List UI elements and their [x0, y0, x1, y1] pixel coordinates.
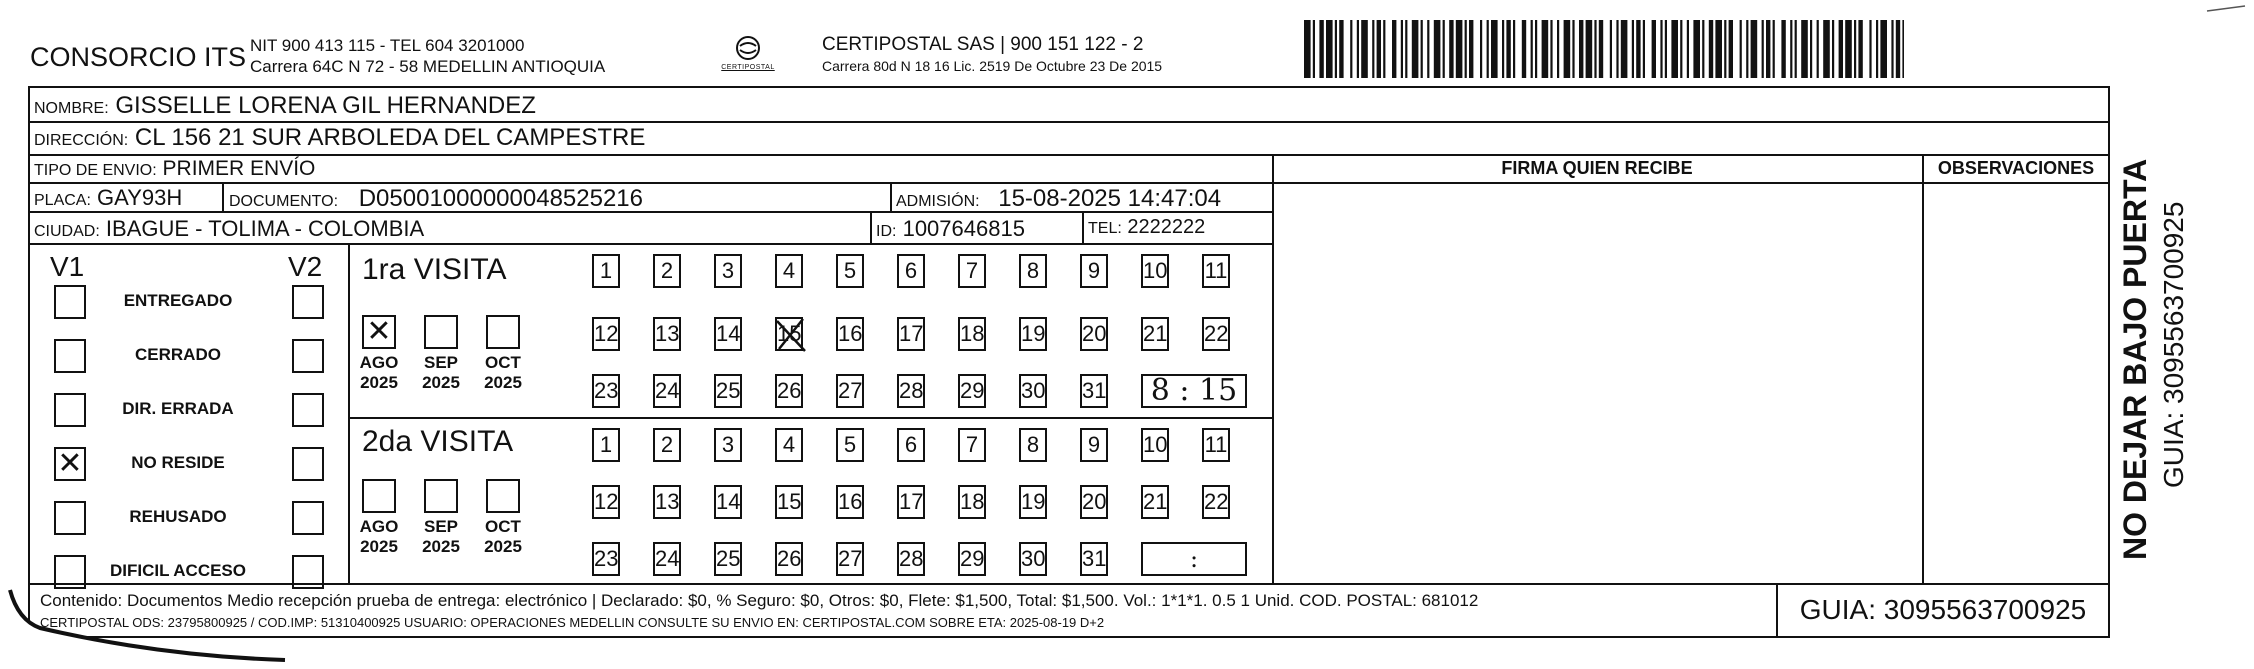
document-value: D05001000000048525216	[358, 185, 644, 212]
city-field	[34, 216, 424, 242]
day-box[interactable]: 8	[1019, 428, 1047, 462]
month-year: 2025	[360, 373, 398, 392]
status-label: NO RESIDE	[131, 453, 225, 472]
day-box[interactable]: 19	[1019, 485, 1047, 519]
company-name: CONSORCIO ITS	[30, 42, 247, 72]
day-box[interactable]: 23	[592, 374, 620, 408]
day-box[interactable]: 10	[1141, 428, 1169, 462]
status-row	[28, 447, 348, 487]
day-box[interactable]: 1	[592, 254, 620, 288]
courier-name: CERTIPOSTAL SAS | 900 151 122 - 2	[822, 34, 1144, 55]
side-guide: GUIA: 3095563700925	[2158, 201, 2189, 488]
day-box[interactable]: 9	[1080, 428, 1108, 462]
address-row	[34, 124, 645, 152]
visit2-section	[348, 417, 1272, 583]
day-box[interactable]: 30	[1019, 374, 1047, 408]
torn-edge	[0, 570, 300, 664]
day-box[interactable]: 13	[653, 485, 681, 519]
document-label: DOCUMENTO:	[229, 193, 339, 210]
day-box[interactable]: 10	[1141, 254, 1169, 288]
plate-label: PLACA:	[34, 192, 91, 209]
visit2-title: 2da VISITA	[362, 425, 514, 458]
visit1-section	[348, 243, 1272, 417]
day-box[interactable]: 19	[1019, 317, 1047, 351]
day-box[interactable]: 14	[714, 317, 742, 351]
courier-address: Carrera 80d N 18 16 Lic. 2519 De Octubre 23 De 2015	[822, 58, 1163, 74]
day-box[interactable]: 13	[653, 317, 681, 351]
recipient-address: CL 156 21 SUR ARBOLEDA DEL CAMPESTRE	[134, 124, 646, 151]
signature-header: FIRMA QUIEN RECIBE	[1501, 158, 1693, 178]
document-field	[229, 185, 643, 213]
day-box[interactable]: 30	[1019, 542, 1047, 576]
footer-guide: GUIA: 3095563700925	[1799, 594, 2087, 625]
day-box[interactable]: 29	[958, 542, 986, 576]
month-year: 2025	[422, 537, 460, 556]
day-box[interactable]: 18	[958, 485, 986, 519]
tel-field	[1088, 216, 1205, 239]
day-box[interactable]: 3	[714, 254, 742, 288]
v2-label: V2	[288, 251, 323, 282]
plate-field	[34, 185, 182, 211]
v2-checkbox[interactable]	[292, 285, 324, 319]
status-row	[28, 393, 348, 433]
company-address: Carrera 64C N 72 - 58 MEDELLIN ANTIOQUIA	[250, 57, 606, 76]
day-box[interactable]: 27	[836, 542, 864, 576]
day-box[interactable]: 8	[1019, 254, 1047, 288]
day-box[interactable]: 31	[1080, 374, 1108, 408]
v1-checkbox[interactable]	[54, 339, 86, 373]
day-box[interactable]: 9	[1080, 254, 1108, 288]
day-box[interactable]: 21	[1141, 317, 1169, 351]
day-box[interactable]: 6	[897, 428, 925, 462]
month-checkbox[interactable]	[424, 315, 458, 349]
day-box[interactable]: 31	[1080, 542, 1108, 576]
tel-label: TEL:	[1088, 220, 1122, 237]
day-mark	[773, 315, 809, 355]
day-box[interactable]: 28	[897, 374, 925, 408]
day-box[interactable]: 3	[714, 428, 742, 462]
footer-line-1: Contenido: Documentos Medio recepción prueba de entrega: electrónico | Declarado: $0, % Seguro: $0, Otros: $0, Flete: $1,500, Total: $1,500. Vol.: 1*1*1. 0.5 1 Unid. COD. POSTAL: 681012	[40, 591, 1479, 610]
side-warning: NO DEJAR BAJO PUERTA	[2117, 158, 2153, 560]
month-label: SEP	[423, 353, 459, 372]
day-box[interactable]: 20	[1080, 317, 1108, 351]
month-year: 2025	[484, 373, 522, 392]
v1-checkbox[interactable]	[54, 393, 86, 427]
day-box[interactable]: 24	[653, 374, 681, 408]
name-label: NOMBRE:	[34, 100, 109, 117]
day-box[interactable]: 27	[836, 374, 864, 408]
v2-checkbox[interactable]	[292, 447, 324, 481]
day-box[interactable]: 15	[775, 485, 803, 519]
observations-header: OBSERVACIONES	[1937, 158, 2095, 178]
day-box[interactable]: 24	[653, 542, 681, 576]
day-box[interactable]: 4	[775, 428, 803, 462]
day-box[interactable]: 17	[897, 317, 925, 351]
day-box[interactable]: 11	[1202, 428, 1230, 462]
header	[0, 0, 2254, 88]
month-label: OCT	[485, 517, 521, 536]
certipostal-logo	[718, 34, 778, 80]
v2-checkbox[interactable]	[292, 393, 324, 427]
status-label: CERRADO	[135, 345, 221, 364]
day-box[interactable]: 4	[775, 254, 803, 288]
admission-field	[896, 185, 1221, 213]
day-box[interactable]: 16	[836, 485, 864, 519]
day-box[interactable]: 2	[653, 254, 681, 288]
name-row	[34, 92, 536, 120]
month-label: AGO	[359, 353, 399, 372]
recipient-name: GISSELLE LORENA GIL HERNANDEZ	[115, 92, 536, 119]
day-box[interactable]: 18	[958, 317, 986, 351]
month-year: 2025	[484, 537, 522, 556]
send-type: PRIMER ENVÍO	[162, 157, 316, 180]
barcode	[1304, 20, 1904, 78]
admission-label: ADMISIÓN:	[896, 193, 980, 210]
status-label: REHUSADO	[129, 507, 227, 526]
v1-checkbox[interactable]: ✕	[54, 447, 86, 481]
city-value: IBAGUE - TOLIMA - COLOMBIA	[105, 216, 425, 241]
status-section	[28, 243, 348, 583]
month-checkbox[interactable]	[424, 479, 458, 513]
day-box[interactable]: 7	[958, 254, 986, 288]
day-box[interactable]: 21	[1141, 485, 1169, 519]
day-box[interactable]: 17	[897, 485, 925, 519]
day-box[interactable]: 26	[775, 542, 803, 576]
status-row	[28, 339, 348, 379]
day-box[interactable]: 7	[958, 428, 986, 462]
month-year: 2025	[360, 537, 398, 556]
id-value: 1007646815	[902, 216, 1025, 241]
month-checkbox[interactable]	[486, 479, 520, 513]
v1-checkbox[interactable]	[54, 285, 86, 319]
day-box[interactable]: 22	[1202, 485, 1230, 519]
city-label: CIUDAD:	[34, 223, 100, 240]
logo-text: CERTIPOSTAL	[721, 64, 775, 71]
month-checkbox[interactable]	[486, 315, 520, 349]
day-box[interactable]: 5	[836, 428, 864, 462]
month-checkbox[interactable]: ✕	[362, 315, 396, 349]
id-label: ID:	[876, 223, 897, 240]
day-box[interactable]: 29	[958, 374, 986, 408]
day-box[interactable]: 25	[714, 374, 742, 408]
v2-checkbox[interactable]	[292, 339, 324, 373]
day-box[interactable]: 16	[836, 317, 864, 351]
send-type-label: TIPO DE ENVIO:	[34, 162, 157, 179]
plate-value: GAY93H	[97, 185, 183, 210]
admission-value: 15-08-2025 14:47:04	[998, 185, 1222, 212]
status-row	[28, 285, 348, 325]
day-box[interactable]: 6	[897, 254, 925, 288]
day-box[interactable]: 11	[1202, 254, 1230, 288]
day-box[interactable]: 5	[836, 254, 864, 288]
day-box[interactable]: 23	[592, 542, 620, 576]
day-box[interactable]: 12	[592, 485, 620, 519]
tel-value: 2222222	[1127, 216, 1206, 238]
v1-checkbox[interactable]	[54, 501, 86, 535]
status-row	[28, 501, 348, 541]
company-nit: NIT 900 413 115 - TEL 604 3201000	[250, 36, 525, 55]
day-box[interactable]: 22	[1202, 317, 1230, 351]
day-box[interactable]: 2	[653, 428, 681, 462]
v2-checkbox[interactable]	[292, 501, 324, 535]
month-label: AGO	[359, 517, 399, 536]
day-box[interactable]: 14	[714, 485, 742, 519]
footer-line-2: CERTIPOSTAL ODS: 23795800925 / COD.IMP: 51310400925 USUARIO: OPERACIONES MEDELLIN CONSULTE SU ENVIO EN: CERTIPOSTAL.COM SOBRE ETA: 2025-08-19 D+2	[40, 615, 1105, 630]
status-label: DIFICIL ACCESO	[109, 561, 246, 580]
v1-label: V1	[50, 251, 85, 282]
id-field	[876, 216, 1025, 242]
month-checkbox[interactable]	[362, 479, 396, 513]
corner-mark	[2205, 0, 2254, 10]
day-box[interactable]: 1	[592, 428, 620, 462]
month-label: OCT	[485, 353, 521, 372]
month-label: SEP	[423, 517, 459, 536]
visit1-title: 1ra VISITA	[362, 253, 507, 286]
send-type-row	[34, 157, 315, 181]
status-label: DIR. ERRADA	[122, 399, 234, 418]
day-box[interactable]: 26	[775, 374, 803, 408]
day-box[interactable]: 15	[775, 317, 803, 351]
visit-time-field[interactable]: 8 : 15	[1141, 374, 1247, 408]
address-label: DIRECCIÓN:	[34, 132, 129, 149]
day-box[interactable]: 25	[714, 542, 742, 576]
day-box[interactable]: 12	[592, 317, 620, 351]
day-box[interactable]: 20	[1080, 485, 1108, 519]
visit-time-field[interactable]: :	[1141, 542, 1247, 576]
day-box[interactable]: 28	[897, 542, 925, 576]
month-year: 2025	[422, 373, 460, 392]
status-label: ENTREGADO	[123, 291, 233, 310]
